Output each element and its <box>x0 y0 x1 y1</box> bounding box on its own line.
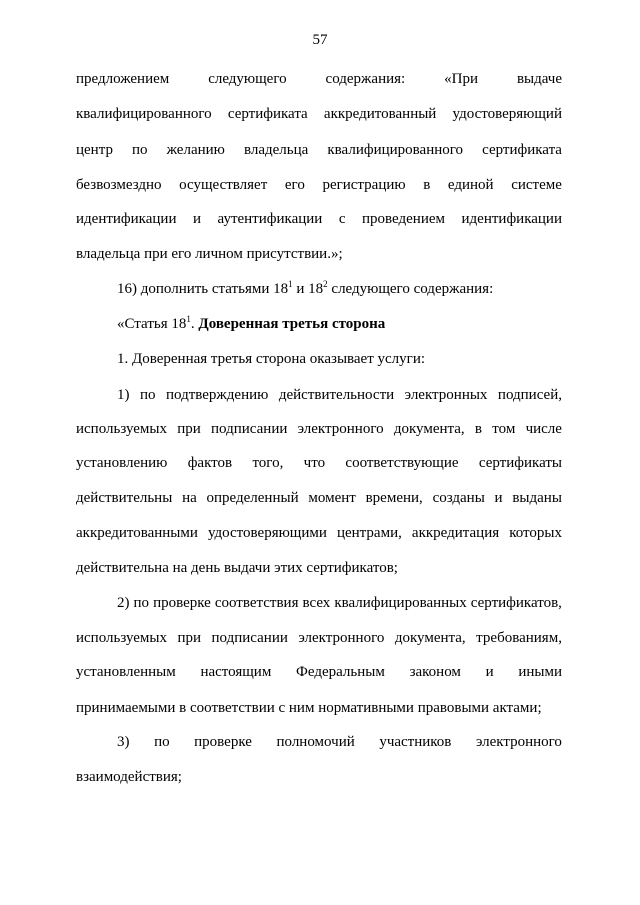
article-heading: «Статья $18^1$. Доверенная третья сторона <box>117 314 386 332</box>
text-line: 3) по проверке полномочий участников электронного <box>117 734 562 750</box>
text-line: владельца при его личном присутствии.»; <box>76 246 343 262</box>
text-line: используемых при подписании электронного документа, требованиям, <box>76 630 562 646</box>
text-line: 1) по подтверждению действительности электронных подписей, <box>117 387 562 403</box>
text-line: принимаемыми в соответствии с ним нормативными правовыми актами; <box>76 700 542 716</box>
text-line: установлению фактов того, что соответствующие сертификаты <box>76 455 562 471</box>
text-line: 2) по проверке соответствия всех квалифицированных сертификатов, <box>117 595 562 611</box>
text-line: взаимодействия; <box>76 769 182 785</box>
text-line: действительны на определенный момент времени, созданы и выданы <box>76 490 562 506</box>
article-title: Доверенная третья сторона <box>198 316 386 332</box>
text-line: аккредитованными удостоверяющими центрами, аккредитация которых <box>76 525 562 541</box>
text-line: предложением следующего содержания: «При выдаче <box>76 71 562 87</box>
text-line: квалифицированного сертификата аккредитованный удостоверяющий <box>76 106 562 122</box>
text-line: безвозмездно осуществляет его регистрацию в единой системе <box>76 177 562 193</box>
text-line: используемых при подписании электронного документа, в том числе <box>76 421 562 437</box>
text-line: 16) дополнить статьями $18^1$ и $18^2$ следующего содержания: <box>117 279 494 297</box>
page-number: 57 <box>312 32 328 48</box>
text-line: идентификации и аутентификации с проведением идентификации <box>76 211 562 227</box>
text-line: действительна на день выдачи этих сертификатов; <box>76 560 398 576</box>
text-line: центр по желанию владельца квалифицированного сертификата <box>76 142 562 158</box>
text-line: установленным настоящим Федеральным законом и иными <box>76 664 562 680</box>
text-line: 1. Доверенная третья сторона оказывает услуги: <box>117 351 426 367</box>
